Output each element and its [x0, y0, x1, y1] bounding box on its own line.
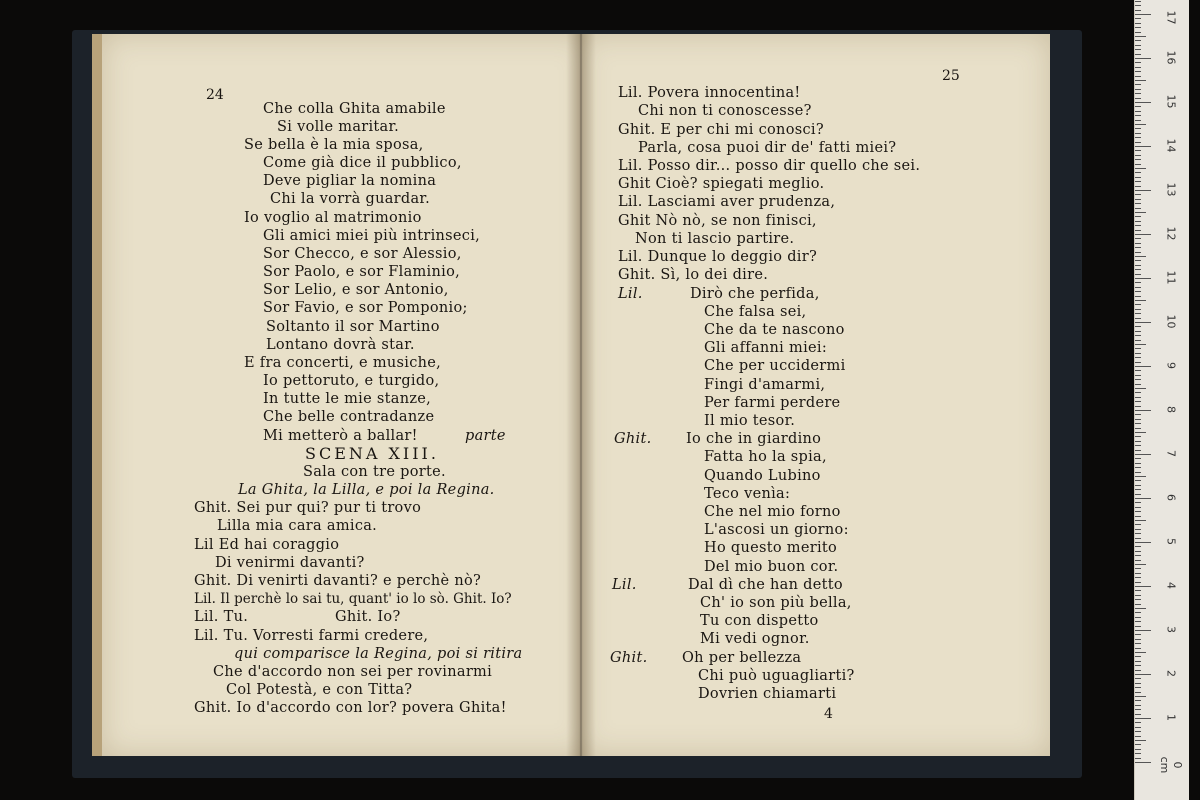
speaker-label: Ghit. — [610, 650, 648, 666]
ruler-tick — [1135, 265, 1141, 266]
text-line: Ho questo merito — [704, 540, 838, 556]
ruler-tick — [1135, 32, 1141, 33]
text-line: Chi può uguagliarti? — [698, 668, 855, 684]
ruler-tick — [1135, 639, 1141, 640]
ruler-tick — [1135, 84, 1141, 85]
ruler-tick — [1135, 542, 1151, 543]
ruler-tick — [1135, 705, 1141, 706]
ruler-tick — [1135, 608, 1146, 609]
ruler-tick — [1135, 300, 1146, 301]
text-line: Che falsa sei, — [704, 304, 807, 320]
text-line: Io voglio al matrimonio — [244, 210, 422, 226]
ruler-tick — [1135, 511, 1141, 512]
text-line: Ghit. Di venirti davanti? e perchè nò? — [194, 573, 482, 589]
text-line: Lilla mia cara amica. — [217, 518, 378, 534]
ruler-tick — [1135, 234, 1151, 235]
ruler-tick — [1135, 586, 1151, 587]
text-line: Lil. Tu. — [194, 609, 249, 625]
ruler-tick — [1135, 142, 1141, 143]
text-line: Ghit Cioè? spiegati meglio. — [618, 176, 825, 192]
ruler-tick — [1135, 476, 1146, 477]
ruler-tick — [1135, 102, 1151, 103]
ruler-tick — [1135, 40, 1141, 41]
text-line: Quando Lubino — [704, 468, 821, 484]
ruler-tick — [1135, 137, 1141, 138]
ruler-tick — [1135, 120, 1141, 121]
ruler-tick — [1135, 626, 1141, 627]
ruler-tick — [1135, 27, 1141, 28]
ruler-label: 12 — [1164, 226, 1178, 241]
text-line: Col Potestà, e con Titta? — [226, 682, 413, 698]
text-line: Lil Ed hai coraggio — [194, 537, 340, 553]
ruler-tick — [1135, 247, 1141, 248]
ruler-tick — [1135, 5, 1141, 6]
ruler-tick — [1135, 304, 1141, 305]
ruler-tick — [1135, 450, 1141, 451]
text-line: Io pettoruto, e turgido, — [263, 373, 440, 389]
ruler-tick — [1135, 89, 1141, 90]
ruler-tick — [1135, 208, 1141, 209]
ruler-tick — [1135, 524, 1141, 525]
ruler-tick — [1135, 753, 1141, 754]
ruler-tick — [1135, 696, 1146, 697]
text-line: Ghit. Sì, lo dei dire. — [618, 267, 769, 283]
ruler-tick — [1135, 560, 1141, 561]
ruler-tick — [1135, 172, 1141, 173]
ruler-tick — [1135, 577, 1141, 578]
ruler-tick — [1135, 362, 1141, 363]
ruler-tick — [1135, 71, 1141, 72]
ruler-tick — [1135, 564, 1146, 565]
text-line: Parla, cosa puoi dir de' fatti miei? — [638, 140, 897, 156]
ruler-tick — [1135, 736, 1141, 737]
text-line: Che per uccidermi — [704, 358, 846, 374]
text-line: Gli amici miei più intrinseci, — [263, 228, 481, 244]
text-line: Che nel mio forno — [704, 504, 841, 520]
book-gutter — [566, 34, 596, 756]
ruler-tick — [1135, 432, 1146, 433]
ruler-tick — [1135, 727, 1141, 728]
text-line: Il mio tesor. — [704, 413, 796, 429]
ruler-tick — [1135, 683, 1141, 684]
stage-direction: qui comparisce la Regina, poi si ritira — [234, 646, 523, 662]
ruler-tick — [1135, 287, 1141, 288]
ruler-tick — [1135, 243, 1141, 244]
ruler-tick — [1135, 678, 1141, 679]
ruler-tick — [1135, 568, 1141, 569]
ruler-tick — [1135, 621, 1141, 622]
text-line: Dirò che perfida, — [690, 286, 820, 302]
text-line: Sor Lelio, e sor Antonio, — [263, 282, 449, 298]
ruler-tick — [1135, 375, 1141, 376]
ruler-tick — [1135, 159, 1141, 160]
ruler-tick — [1135, 709, 1141, 710]
ruler-tick — [1135, 238, 1141, 239]
ruler-tick — [1135, 203, 1141, 204]
ruler-tick — [1135, 582, 1141, 583]
ruler-tick — [1135, 194, 1141, 195]
text-line: E fra concerti, e musiche, — [244, 355, 442, 371]
ruler-tick — [1135, 397, 1141, 398]
ruler-tick — [1135, 274, 1141, 275]
text-line: Lil. Il perchè lo sai tu, quant' io lo sò. Ghit. Io? — [194, 591, 512, 607]
ruler-tick — [1135, 115, 1141, 116]
text-line: Ghit. Io? — [335, 609, 401, 625]
ruler-tick — [1135, 740, 1146, 741]
text-line: Per farmi perdere — [704, 395, 841, 411]
left-page — [92, 34, 590, 756]
ruler-tick — [1135, 467, 1141, 468]
ruler-tick — [1135, 546, 1141, 547]
ruler-tick — [1135, 278, 1151, 279]
text-line: Che da te nascono — [704, 322, 845, 338]
speaker-label: Lil. — [618, 286, 643, 302]
ruler-tick — [1135, 661, 1141, 662]
ruler-tick — [1135, 634, 1141, 635]
ruler-tick — [1135, 507, 1141, 508]
ruler-tick — [1135, 155, 1141, 156]
ruler-tick — [1135, 49, 1141, 50]
ruler-tick — [1135, 296, 1141, 297]
ruler-label: 17 — [1164, 10, 1178, 25]
ruler-tick — [1135, 313, 1141, 314]
ruler-tick — [1135, 648, 1141, 649]
ruler-tick — [1135, 326, 1141, 327]
page-number-left: 24 — [206, 87, 224, 103]
text-line: Io che in giardino — [686, 431, 822, 447]
ruler-tick — [1135, 494, 1141, 495]
ruler-tick — [1135, 599, 1141, 600]
ruler-tick — [1135, 419, 1141, 420]
ruler-tick — [1135, 269, 1141, 270]
ruler-label: 14 — [1164, 138, 1178, 153]
ruler-tick — [1135, 256, 1146, 257]
ruler-tick — [1135, 190, 1151, 191]
text-line: Lil. Lasciami aver prudenza, — [618, 194, 836, 210]
text-line: In tutte le mie stanze, — [263, 391, 432, 407]
ruler-tick — [1135, 533, 1141, 534]
ruler-tick — [1135, 692, 1141, 693]
text-line: Ghit. Sei pur qui? pur ti trovo — [194, 500, 422, 516]
ruler-tick — [1135, 551, 1141, 552]
ruler-tick — [1135, 762, 1151, 763]
ruler-tick — [1135, 687, 1141, 688]
signature-mark: 4 — [824, 706, 833, 722]
ruler-tick — [1135, 555, 1141, 556]
text-line: Gli affanni miei: — [704, 340, 828, 356]
stage-direction: parte — [465, 428, 506, 444]
ruler-tick — [1135, 67, 1141, 68]
ruler-tick — [1135, 230, 1141, 231]
ruler-label: 1 — [1164, 714, 1178, 721]
ruler-tick — [1135, 388, 1146, 389]
ruler-tick — [1135, 76, 1141, 77]
ruler-tick — [1135, 722, 1141, 723]
text-line: Ch' io son più bella, — [700, 595, 852, 611]
character-list: La Ghita, la Lilla, e poi la Regina. — [238, 482, 495, 498]
text-line: Dovrien chiamarti — [698, 686, 837, 702]
text-line: Se bella è la mia sposa, — [244, 137, 424, 153]
ruler-label: 7 — [1164, 450, 1178, 457]
ruler-tick — [1135, 700, 1141, 701]
ruler-tick — [1135, 98, 1141, 99]
text-line: Di venirmi davanti? — [215, 555, 365, 571]
ruler-label: 9 — [1164, 362, 1178, 369]
ruler-tick — [1135, 340, 1141, 341]
ruler-tick — [1135, 472, 1141, 473]
ruler-tick — [1135, 36, 1146, 37]
ruler-tick — [1135, 128, 1141, 129]
ruler-label: 15 — [1164, 94, 1178, 109]
ruler-tick — [1135, 485, 1141, 486]
ruler-tick — [1135, 502, 1141, 503]
text-line: Soltanto il sor Martino — [266, 319, 440, 335]
ruler-tick — [1135, 216, 1141, 217]
ruler-tick — [1135, 617, 1141, 618]
ruler-tick — [1135, 225, 1141, 226]
ruler-tick — [1135, 322, 1151, 323]
text-line: Ghit. Io d'accordo con lor? povera Ghita! — [194, 700, 507, 716]
ruler-label: 13 — [1164, 182, 1178, 197]
ruler-tick — [1135, 758, 1141, 759]
text-line: Che d'accordo non sei per rovinarmi — [213, 664, 493, 680]
text-line: Dal dì che han detto — [688, 577, 843, 593]
ruler-tick — [1135, 111, 1141, 112]
ruler-tick — [1135, 410, 1151, 411]
ruler-tick — [1135, 445, 1141, 446]
text-line: Sor Paolo, e sor Flaminio, — [263, 264, 461, 280]
ruler-tick — [1135, 463, 1141, 464]
scene-heading: SCENA XIII. — [305, 444, 439, 463]
ruler-tick — [1135, 186, 1141, 187]
ruler-tick — [1135, 344, 1146, 345]
ruler-tick — [1135, 18, 1141, 19]
text-line: Sor Checco, e sor Alessio, — [263, 246, 462, 262]
ruler-tick — [1135, 428, 1141, 429]
ruler-tick — [1135, 414, 1141, 415]
ruler-tick — [1135, 58, 1151, 59]
text-line: Fatta ho la spia, — [704, 449, 827, 465]
text-line: Mi metterò a ballar! — [263, 428, 418, 444]
ruler-tick — [1135, 318, 1141, 319]
ruler-tick — [1135, 212, 1146, 213]
ruler-tick — [1135, 260, 1141, 261]
ruler-tick — [1135, 348, 1141, 349]
ruler-tick — [1135, 150, 1141, 151]
text-line: Lil. Povera innocentina! — [618, 85, 801, 101]
ruler-tick — [1135, 458, 1141, 459]
ruler-tick — [1135, 133, 1141, 134]
text-line: Mi vedi ognor. — [700, 631, 810, 647]
ruler-tick — [1135, 366, 1151, 367]
ruler-label: 16 — [1164, 50, 1178, 65]
ruler-tick — [1135, 54, 1141, 55]
ruler-label: 6 — [1164, 494, 1178, 501]
text-line: Deve pigliar la nomina — [263, 173, 437, 189]
ruler-tick — [1135, 674, 1151, 675]
text-line: Del mio buon cor. — [704, 559, 839, 575]
ruler-tick — [1135, 498, 1151, 499]
ruler-tick — [1135, 573, 1141, 574]
ruler-tick — [1135, 177, 1141, 178]
text-line: Chi la vorrà guardar. — [270, 191, 430, 207]
text-line: Lil. Dunque lo deggio dir? — [618, 249, 818, 265]
ruler-tick — [1135, 181, 1141, 182]
text-line: Ghit. E per chi mi conosci? — [618, 122, 824, 138]
page-number-right: 25 — [942, 68, 960, 84]
text-line: Che belle contradanze — [263, 409, 435, 425]
ruler-tick — [1135, 10, 1141, 11]
ruler-tick — [1135, 590, 1141, 591]
text-line: Chi non ti conoscesse? — [638, 103, 812, 119]
ruler-tick — [1135, 665, 1141, 666]
ruler-tick — [1135, 221, 1141, 222]
ruler-tick — [1135, 93, 1141, 94]
ruler-label: 10 — [1164, 314, 1178, 329]
text-line: Come già dice il pubblico, — [263, 155, 462, 171]
ruler-tick — [1135, 454, 1151, 455]
ruler-tick — [1135, 520, 1146, 521]
ruler-tick — [1135, 14, 1151, 15]
ruler-tick — [1135, 168, 1146, 169]
ruler-tick — [1135, 670, 1141, 671]
ruler-tick — [1135, 749, 1141, 750]
ruler-tick — [1135, 45, 1141, 46]
speaker-label: Lil. — [612, 577, 637, 593]
ruler-tick — [1135, 718, 1151, 719]
text-line: Sor Favio, e sor Pomponio; — [263, 300, 468, 316]
ruler-label: 3 — [1164, 626, 1178, 633]
measuring-ruler — [1134, 0, 1189, 800]
text-line: Non ti lascio partire. — [635, 231, 795, 247]
ruler-label: 0 cm — [1158, 756, 1184, 774]
text-line: L'ascosi un giorno: — [704, 522, 849, 538]
ruler-label: 11 — [1164, 270, 1178, 285]
ruler-tick — [1135, 80, 1146, 81]
ruler-tick — [1135, 62, 1141, 63]
ruler-tick — [1135, 335, 1141, 336]
ruler-tick — [1135, 529, 1141, 530]
text-line: Si volle maritar. — [277, 119, 400, 135]
text-line: Che colla Ghita amabile — [263, 101, 446, 117]
ruler-tick — [1135, 423, 1141, 424]
ruler-tick — [1135, 199, 1141, 200]
text-line: Teco venìa: — [704, 486, 791, 502]
ruler-tick — [1135, 480, 1141, 481]
text-line: Lil. Posso dir... posso dir quello che sei. — [618, 158, 921, 174]
right-page — [580, 34, 1050, 756]
text-line: Oh per bellezza — [682, 650, 802, 666]
ruler-label: 2 — [1164, 670, 1178, 677]
text-line: Lil. Tu. Vorresti farmi credere, — [194, 628, 429, 644]
scene-setting: Sala con tre porte. — [303, 464, 446, 480]
ruler-tick — [1135, 595, 1141, 596]
text-line: Tu con dispetto — [700, 613, 819, 629]
ruler-tick — [1135, 252, 1141, 253]
ruler-tick — [1135, 23, 1141, 24]
ruler-tick — [1135, 357, 1141, 358]
ruler-tick — [1135, 489, 1141, 490]
ruler-tick — [1135, 353, 1141, 354]
ruler-label: 8 — [1164, 406, 1178, 413]
ruler-tick — [1135, 124, 1146, 125]
ruler-tick — [1135, 164, 1141, 165]
ruler-tick — [1135, 441, 1141, 442]
ruler-tick — [1135, 744, 1141, 745]
ruler-tick — [1135, 604, 1141, 605]
ruler-tick — [1135, 652, 1146, 653]
ruler-tick — [1135, 643, 1141, 644]
ruler-tick — [1135, 1, 1141, 2]
ruler-tick — [1135, 282, 1141, 283]
ruler-tick — [1135, 384, 1141, 385]
ruler-tick — [1135, 309, 1141, 310]
ruler-tick — [1135, 612, 1141, 613]
text-line: Fingi d'amarmi, — [704, 377, 826, 393]
ruler-tick — [1135, 370, 1141, 371]
ruler-tick — [1135, 436, 1141, 437]
text-line: Ghit Nò nò, se non finisci, — [618, 213, 817, 229]
speaker-label: Ghit. — [614, 431, 652, 447]
ruler-tick — [1135, 656, 1141, 657]
ruler-tick — [1135, 630, 1151, 631]
ruler-tick — [1135, 379, 1141, 380]
ruler-tick — [1135, 516, 1141, 517]
ruler-label: 5 — [1164, 538, 1178, 545]
ruler-tick — [1135, 392, 1141, 393]
ruler-tick — [1135, 731, 1141, 732]
ruler-tick — [1135, 406, 1141, 407]
ruler-tick — [1135, 146, 1151, 147]
ruler-tick — [1135, 331, 1141, 332]
ruler-tick — [1135, 106, 1141, 107]
ruler-tick — [1135, 401, 1141, 402]
ruler-tick — [1135, 291, 1141, 292]
ruler-label: 4 — [1164, 582, 1178, 589]
ruler-tick — [1135, 714, 1141, 715]
text-line: Lontano dovrà star. — [266, 337, 415, 353]
ruler-tick — [1135, 538, 1141, 539]
